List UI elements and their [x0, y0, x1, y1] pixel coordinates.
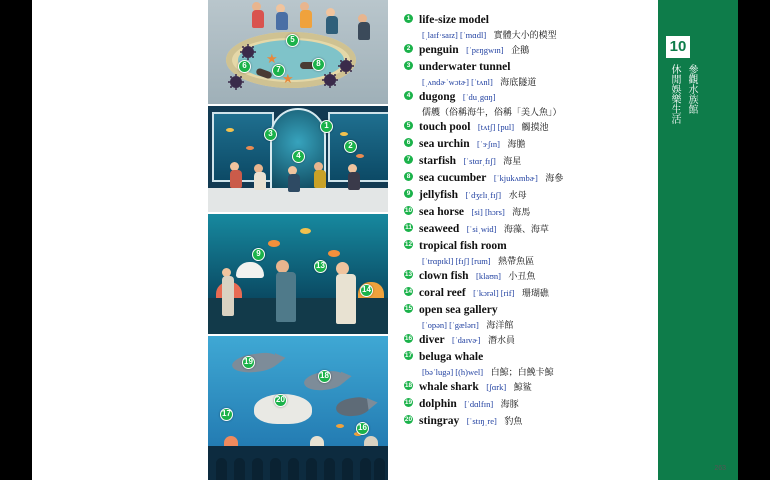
sea-urchin-shape	[242, 46, 254, 58]
entry-number-badge: 2	[404, 44, 413, 53]
sea-urchin-shape	[324, 74, 336, 86]
entry-translation: 潛水員	[487, 335, 515, 345]
entry-word: jellyfish	[419, 189, 458, 201]
entry-word: whale shark	[419, 381, 479, 393]
scene-marker: 14	[360, 284, 373, 297]
book-page	[32, 0, 738, 480]
section-title: 參觀水族館	[686, 64, 697, 114]
chapter-side-tab	[658, 0, 738, 480]
entry-ipa: [ˌlaɪf·saɪz] [ˈmɑdl]	[422, 29, 487, 40]
vocabulary-entry-coral-reef	[404, 285, 654, 301]
scene-marker: 6	[238, 60, 251, 73]
entry-word: touch pool	[419, 121, 471, 133]
entry-ipa: [ˈkjukʌmbɚ]	[493, 173, 538, 183]
entry-word: tropical fish room	[419, 240, 507, 252]
entry-number-badge: 15	[404, 305, 413, 312]
fish-shape	[246, 146, 254, 150]
entry-translation: 觸摸池	[521, 122, 549, 132]
entry-translation: 海藻、海草	[503, 224, 549, 234]
spectator-crowd	[208, 446, 388, 480]
vocabulary-entry-starfish	[404, 153, 654, 169]
entry-number-badge: 4	[404, 91, 413, 100]
entry-word: sea urchin	[419, 138, 470, 150]
illustration-open-sea-gallery	[208, 336, 388, 480]
entry-number-badge: 13	[404, 271, 413, 278]
scene-marker: 20	[274, 394, 287, 407]
vocabulary-entry-underwater-tunnel	[404, 59, 654, 88]
whale-shark-shape	[335, 396, 371, 419]
illustration-tropical-fish-room	[208, 214, 388, 334]
vocabulary-entry-dolphin	[404, 396, 654, 412]
entry-translation: 海星	[503, 156, 522, 166]
vocabulary-entry-sea-cucumber	[404, 170, 654, 186]
entry-number-badge: 11	[405, 224, 412, 231]
fish-shape	[340, 132, 348, 136]
entry-word: life-size model	[419, 14, 489, 26]
entry-translation: 海馬	[512, 207, 531, 217]
entry-word: sea horse	[419, 206, 465, 218]
entry-number-badge: 10	[404, 207, 413, 214]
vocabulary-entry-tropical-fish-room	[404, 238, 654, 267]
illustration-underwater-tunnel	[208, 106, 388, 212]
scene-marker: 5	[286, 34, 299, 47]
entry-word: beluga whale	[419, 351, 484, 363]
fish-shape	[300, 228, 311, 234]
entry-ipa: [ˈduˌgɑŋ]	[462, 92, 496, 102]
scene-marker: 8	[312, 58, 325, 71]
entry-translation: 小丑魚	[508, 271, 536, 281]
entry-word: dolphin	[419, 398, 457, 410]
entry-number-badge: 14	[404, 288, 413, 295]
vocabulary-entry-open-sea-gallery	[404, 302, 654, 331]
entry-number-badge: 17	[404, 352, 413, 359]
entry-translation: 水母	[508, 190, 527, 200]
entry-word: diver	[419, 334, 445, 346]
entry-number-badge: 8	[404, 172, 413, 181]
entry-ipa: [ˈtrɑpɪkl] [fɪʃ] [rum]	[422, 255, 491, 266]
illustration-touch-pool	[208, 0, 388, 104]
entry-number-badge: 16	[404, 335, 413, 342]
entry-translation: 實體大小的模型	[493, 29, 557, 40]
fish-shape	[336, 424, 344, 428]
entry-word: coral reef	[419, 287, 466, 299]
entry-translation: 豹魚	[504, 416, 523, 426]
entry-translation: 企鵝	[511, 45, 530, 55]
entry-ipa: [ˈdʒɛlɪˌfɪʃ]	[465, 190, 502, 200]
chapter-number: 10	[666, 36, 690, 58]
entry-number-badge: 9	[404, 189, 413, 198]
page-left-margin	[32, 0, 208, 480]
vocabulary-entry-touch-pool	[404, 119, 654, 135]
entry-word: seaweed	[419, 223, 460, 235]
scene-marker: 9	[252, 248, 265, 261]
entry-ipa: [ˈsiˌwid]	[466, 224, 497, 234]
entry-translation: 儒艧（俗稱海牛，俗稱「美人魚」）	[422, 106, 562, 117]
vocabulary-entry-diver	[404, 332, 654, 348]
entry-ipa: [ʃɑrk]	[486, 382, 507, 392]
entry-number-badge: 3	[404, 61, 413, 70]
entry-ipa: [ˈdaɪvɚ]	[452, 335, 481, 345]
entry-number-badge: 5	[404, 121, 413, 130]
entry-translation: 珊瑚礁	[521, 288, 549, 298]
entry-word: sea cucumber	[419, 172, 487, 184]
vocabulary-entry-dugong	[404, 89, 654, 118]
entry-number-badge: 12	[404, 241, 413, 248]
aquarium-tank-left	[212, 112, 274, 182]
sea-urchin-shape	[340, 60, 352, 72]
clown-fish-shape	[268, 240, 280, 247]
entry-ipa: [ˈstɪŋˌre]	[466, 416, 497, 426]
scene-marker: 16	[356, 422, 369, 435]
entry-number-badge: 18	[404, 382, 413, 389]
entry-translation: 海參	[545, 173, 564, 183]
entry-translation: 海底隧道	[500, 76, 537, 87]
fish-shape	[356, 154, 364, 158]
fish-shape	[226, 128, 234, 132]
vocabulary-entry-seaweed	[404, 221, 654, 237]
vocabulary-entry-whale-shark	[404, 379, 654, 395]
scene-marker: 19	[242, 356, 255, 369]
entry-ipa: [tʌtʃ] [pul]	[477, 122, 515, 132]
aquarium-tank-right	[328, 112, 388, 182]
entry-translation: 鯨鲨	[513, 382, 532, 392]
dolphin-shape	[231, 351, 279, 375]
vocabulary-entry-sea-horse	[404, 204, 654, 220]
entry-word: open sea gallery	[419, 304, 498, 316]
entry-word: penguin	[419, 44, 459, 56]
entry-ipa: [ˈstɑrˌfɪʃ]	[463, 156, 496, 166]
entry-word: starfish	[419, 155, 457, 167]
entry-number-badge: 7	[404, 155, 413, 164]
scene-marker: 17	[220, 408, 233, 421]
illustration-column	[208, 0, 388, 480]
entry-number-badge: 19	[404, 399, 413, 406]
entry-word: underwater tunnel	[419, 61, 511, 73]
vocabulary-entry-beluga-whale	[404, 349, 654, 378]
scene-marker: 1	[320, 120, 333, 133]
entry-ipa: [klaʊn]	[475, 271, 501, 281]
vocabulary-entry-stingray	[404, 413, 654, 429]
entry-ipa: [ˌʌndɚˈwɔtɚ] [ˈtʌnl]	[422, 76, 493, 87]
vocabulary-entry-penguin	[404, 42, 654, 58]
entry-ipa: [ˈopən] [ˈgælərɪ]	[422, 319, 479, 330]
clown-fish-shape	[328, 250, 340, 257]
entry-number-badge: 1	[404, 14, 413, 23]
scene-marker: 2	[344, 140, 357, 153]
entry-translation: 海豚	[500, 399, 519, 409]
entry-translation: 海洋館	[486, 319, 514, 330]
scene-marker: 13	[314, 260, 327, 273]
vocabulary-entry-life-size-model	[404, 12, 654, 41]
entry-ipa: [si] [hɔrs]	[471, 207, 505, 217]
entry-ipa: [ˈkɔrəl] [rif]	[473, 288, 515, 298]
vocabulary-entry-sea-urchin	[404, 136, 654, 152]
entry-ipa: [bəˈlugə] [(h)wel]	[422, 366, 484, 377]
entry-translation: 白鯨；白鮸卡鯨	[490, 366, 554, 377]
scene-marker: 3	[264, 128, 277, 141]
scene-marker: 4	[292, 150, 305, 163]
entry-word: stingray	[419, 415, 460, 427]
gallery-floor	[208, 298, 388, 334]
vocabulary-list	[398, 6, 658, 476]
entry-word: dugong	[419, 91, 456, 103]
entry-ipa: [ˈdɑlfɪn]	[464, 399, 494, 409]
scene-marker: 7	[272, 64, 285, 77]
entry-translation: 海膽	[507, 139, 526, 149]
vocabulary-entry-clown-fish	[404, 268, 654, 284]
entry-ipa: [ˈpɛŋgwɪn]	[466, 45, 504, 55]
chapter-title: 休閒娛樂生活	[669, 64, 680, 124]
page-number: 263	[714, 465, 726, 472]
scene-marker: 18	[318, 370, 331, 383]
entry-word: clown fish	[419, 270, 469, 282]
entry-translation: 熱帶魚區	[498, 255, 535, 266]
entry-number-badge: 6	[404, 138, 413, 147]
sea-urchin-shape	[230, 76, 242, 88]
entry-ipa: [ˈɝʃɪn]	[477, 139, 500, 149]
vocabulary-entry-jellyfish	[404, 187, 654, 203]
entry-number-badge: 20	[404, 416, 413, 423]
